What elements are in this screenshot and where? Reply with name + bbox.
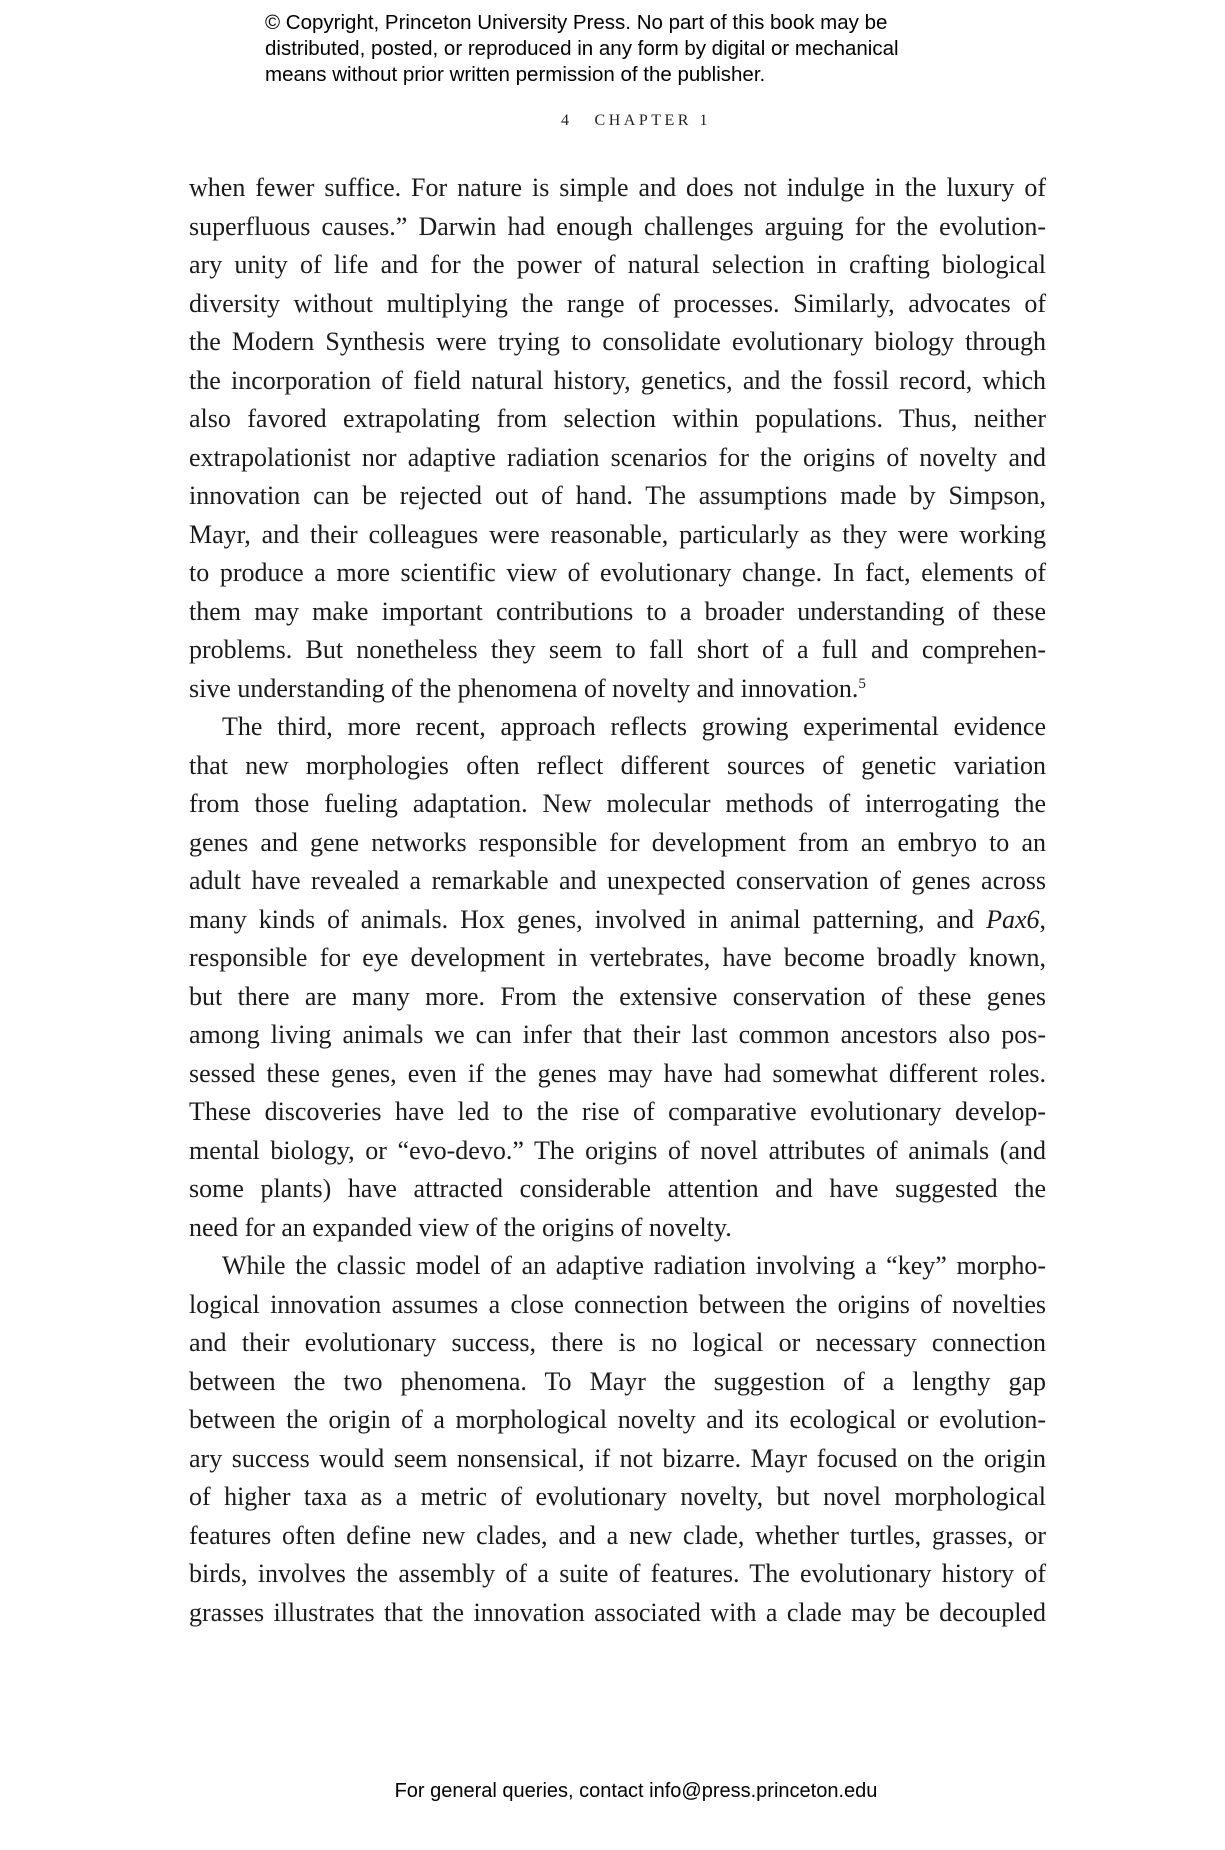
page-number: 4 (561, 112, 573, 129)
body-text (189, 169, 1046, 1632)
text-line: These discoveries have led to the rise of comparative evolutionary develop- (189, 1097, 1046, 1126)
text-line: from those fueling adaptation. New molecular methods of interrogating the (189, 789, 1046, 818)
text-line: the incorporation of field natural history, genetics, and the fossil record, which (189, 365, 1046, 395)
text-line: grasses illustrates that the innovation associated with a clade may be decoupled (189, 1597, 1046, 1627)
text-line: some plants) have attracted considerable attention and have suggested the (189, 1174, 1046, 1203)
text-segment: sive understanding of the phenomena of novelty and innovation. (189, 673, 859, 703)
text-segment: , (1039, 904, 1046, 934)
text-line: While the classic model of an adaptive radiation involving a “key” morpho- (222, 1251, 1046, 1280)
text-line: that new morphologies often reflect different sources of genetic variation (189, 750, 1046, 780)
text-line: and their evolutionary success, there is no logical or necessary connection (189, 1328, 1046, 1357)
chapter-label: CHAPTER 1 (594, 112, 711, 129)
copyright-notice (265, 10, 899, 88)
text-line: Mayr, and their colleagues were reasonable, particularly as they were working (189, 519, 1046, 549)
text-line: diversity without multiplying the range of processes. Similarly, advocates of (189, 288, 1046, 318)
copyright-line: means without prior written permission of the publisher. (265, 63, 766, 86)
text-line: when fewer suffice. For nature is simple and does not indulge in the luxury of (189, 173, 1046, 202)
text-line: logical innovation assumes a close connection between the origins of novelties (189, 1289, 1046, 1319)
footnote-reference: 5 (858, 675, 866, 692)
text-line: responsible for eye development in vertebrates, have become broadly known, (189, 943, 1046, 972)
text-line: The third, more recent, approach reflects growing experimental evidence (222, 712, 1046, 741)
text-line: genes and gene networks responsible for development from an embryo to an (189, 827, 1046, 857)
paragraph (189, 708, 1046, 1247)
text-line: extrapolationist nor adaptive radiation scenarios for the origins of novelty and (189, 442, 1046, 472)
text-line (189, 901, 1046, 940)
text-line: between the two phenomena. To Mayr the suggestion of a lengthy gap (189, 1366, 1046, 1396)
copyright-line: distributed, posted, or reproduced in any form by digital or mechanical (265, 37, 899, 60)
text-line: to produce a more scientific view of evolutionary change. In fact, elements of (189, 558, 1046, 587)
running-head (0, 112, 1225, 130)
text-line: sessed these genes, even if the genes may have had somewhat different roles. (189, 1058, 1046, 1088)
text-line: also favored extrapolating from selection within populations. Thus, neither (189, 404, 1046, 433)
text-line: innovation can be rejected out of hand. The assumptions made by Simpson, (189, 481, 1046, 510)
italic-term: Pax6 (986, 904, 1040, 934)
text-line: birds, involves the assembly of a suite of features. The evolutionary history of (189, 1559, 1046, 1588)
text-line: adult have revealed a remarkable and unexpected conservation of genes across (189, 866, 1046, 895)
paragraph (189, 169, 1046, 708)
text-line: problems. But nonetheless they seem to fall short of a full and comprehen- (189, 635, 1046, 664)
text-line (189, 670, 1046, 709)
text-segment: many kinds of animals. Hox genes, involved in animal patterning, and (189, 904, 987, 934)
text-line: the Modern Synthesis were trying to consolidate evolutionary biology through (189, 327, 1046, 356)
text-line: but there are many more. From the extensive conservation of these genes (189, 981, 1046, 1011)
text-line: superfluous causes.” Darwin had enough challenges arguing for the evolution- (189, 211, 1046, 241)
text-line: ary unity of life and for the power of natural selection in crafting biological (189, 250, 1046, 279)
text-line: ary success would seem nonsensical, if not bizarre. Mayr focused on the origin (189, 1443, 1046, 1473)
text-line: of higher taxa as a metric of evolutionary novelty, but novel morphological (189, 1482, 1046, 1511)
copyright-line: © Copyright, Princeton University Press. No part of this book may be (265, 11, 888, 34)
text-line: mental biology, or “evo-devo.” The origins of novel attributes of animals (and (189, 1135, 1046, 1165)
paragraph (189, 1247, 1046, 1632)
text-line: them may make important contributions to a broader understanding of these (189, 596, 1046, 626)
text-line: features often define new clades, and a new clade, whether turtles, grasses, or (189, 1520, 1046, 1550)
text-line: need for an expanded view of the origins of novelty. (189, 1212, 732, 1242)
footer-contact: For general queries, contact info@press.princeton.edu (394, 1780, 878, 1802)
text-line: among living animals we can infer that their last common ancestors also pos- (189, 1020, 1046, 1049)
text-line: between the origin of a morphological novelty and its ecological or evolution- (189, 1405, 1046, 1434)
